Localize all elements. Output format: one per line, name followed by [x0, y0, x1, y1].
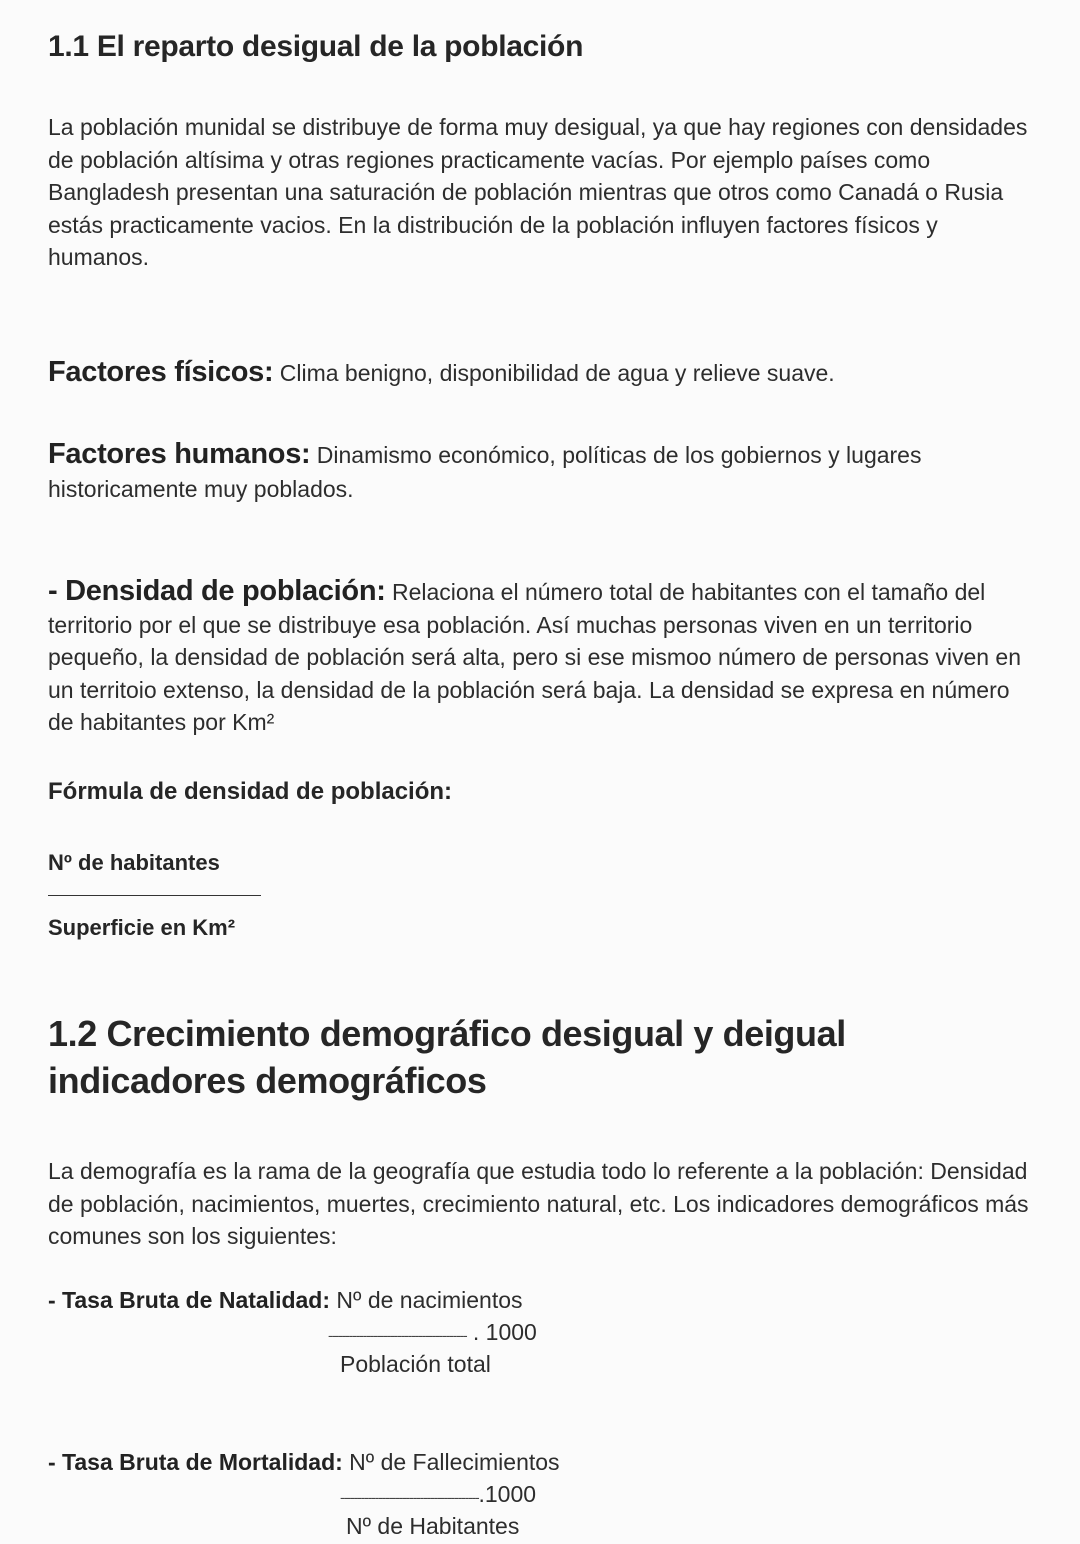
section-2-intro: La demografía es la rama de la geografía que estudia todo lo referente a la población: Densidad de población, nacimientos, muertes, crecimiento natural, etc. Los indicadores demográficos más comunes son los siguientes: — [48, 1158, 1029, 1249]
physical-factors — [48, 356, 835, 389]
birth-rate-label: - Tasa Bruta de Natalidad: — [48, 1287, 331, 1313]
death-rate-multiplier: .1000 — [478, 1481, 537, 1507]
death-rate-divider-row — [340, 1481, 536, 1508]
section-2-title: 1.2 Crecimiento demográfico desigual y deigual indicadores demográficos — [48, 1013, 846, 1101]
death-rate-label: - Tasa Bruta de Mortalidad: — [48, 1449, 343, 1475]
physical-factors-term: Factores físicos: — [48, 356, 274, 388]
physical-factors-text: Clima benigno, disponibilidad de agua y relieve suave. — [273, 360, 835, 386]
human-factors-term: Factores humanos: — [48, 438, 311, 470]
birth-rate-divider-row — [328, 1319, 537, 1346]
density-formula-numerator: Nº de habitantes — [48, 850, 220, 875]
birth-rate-multiplier: . 1000 — [466, 1319, 537, 1345]
section-1-intro: La población munidal se distribuye de forma muy desigual, ya que hay regiones con densidades de población altísima y otras regiones practicamente vacías. Por ejemplo países como Bangladesh presentan una saturación de población mientras que otros como Canadá o Rusia estás practicamente vacios. En la distribución de la población influyen factores físicos y humanos. — [48, 114, 1028, 270]
human-factors — [48, 437, 1033, 506]
death-rate-numerator: Nº de Fallecimientos — [342, 1449, 560, 1475]
death-rate-denominator: Nº de Habitantes — [346, 1513, 520, 1539]
population-density-term: - Densidad de población: — [48, 575, 386, 607]
birth-rate-divider: ---------------------------------------- — [328, 1327, 467, 1343]
density-formula-denominator: Superficie en Km² — [48, 915, 236, 940]
density-formula-divider — [48, 895, 261, 896]
human-factors-text: Dinamismo económico, políticas de los gobiernos y lugares historicamente muy poblados. — [48, 442, 922, 502]
death-rate-divider: ---------------------------------------- — [340, 1489, 479, 1505]
birth-rate-numerator: Nº de nacimientos — [330, 1287, 523, 1313]
section-1-title: 1.1 El reparto desigual de la población — [48, 30, 584, 63]
density-formula-title: Fórmula de densidad de población: — [48, 778, 453, 805]
birth-rate-denominator: Población total — [340, 1351, 491, 1377]
death-rate — [48, 1449, 560, 1476]
population-density — [48, 575, 1033, 739]
birth-rate — [48, 1287, 523, 1314]
population-density-text: Relaciona el número total de habitantes con el tamaño del territorio por el que se distribuye esa población. Así muchas personas viven en un territorio pequeño, la densidad de población será alta, pero si ese mismoo número de personas viven en un territoio extenso, la densidad de la población será baja. La densidad se expresa en número de habitantes por Km² — [48, 579, 1022, 735]
